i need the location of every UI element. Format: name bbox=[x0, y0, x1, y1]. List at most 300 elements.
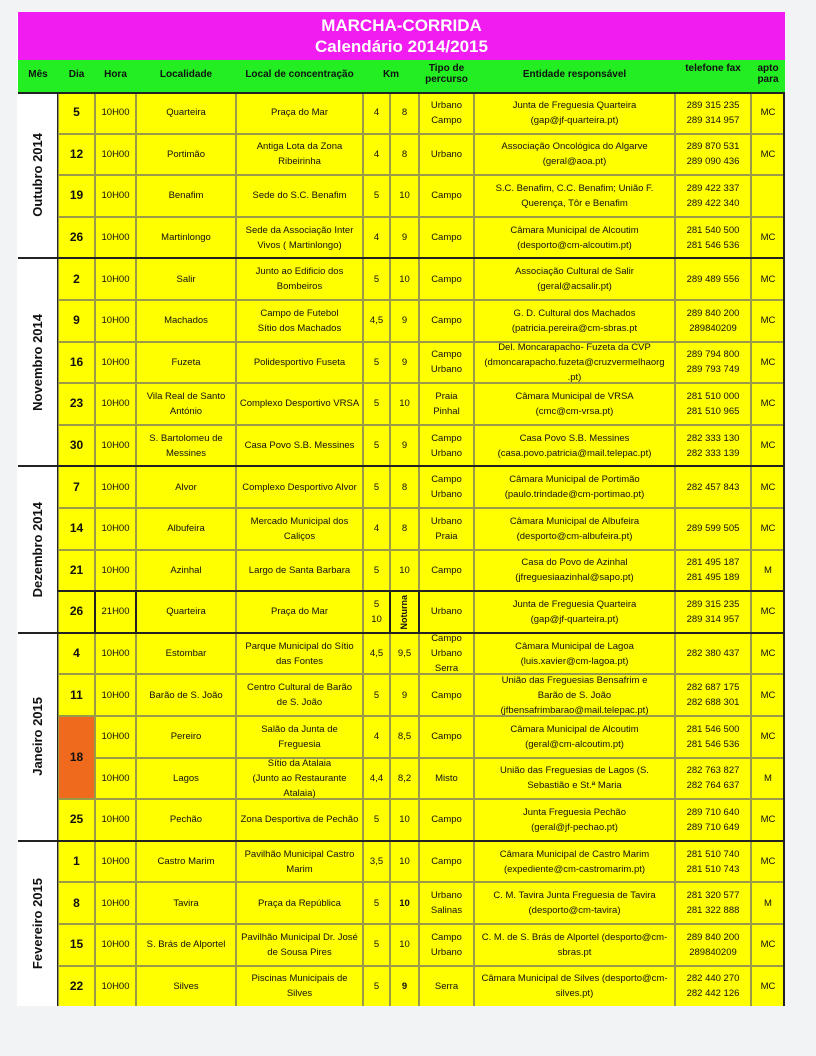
cell-line: (Junto ao Restaurante bbox=[252, 772, 347, 784]
cell-tel: 289 599 505 bbox=[675, 508, 751, 550]
cell-entidade bbox=[474, 258, 675, 300]
cell-km2 bbox=[390, 591, 419, 633]
cell-line: Parque Municipal do Sítio bbox=[245, 640, 354, 652]
cell-line: 289 794 800 bbox=[686, 349, 740, 361]
cell-km2: 8 bbox=[390, 508, 419, 550]
col-header-tipo: Tipo de percurso bbox=[425, 63, 468, 85]
cell-line: Bombeiros bbox=[276, 281, 323, 293]
cell-line: Associação Cultural de Salir bbox=[515, 266, 634, 278]
cell-line: (desporto@cm-alcoutim.pt) bbox=[517, 239, 632, 251]
cell-line: Câmara Municipal de VRSA bbox=[515, 390, 634, 402]
month-label bbox=[18, 92, 58, 258]
cell-line: 281 320 577 bbox=[686, 890, 740, 902]
cell-km1: 3,5 bbox=[363, 841, 390, 883]
cell-line: 281 540 500 bbox=[686, 224, 740, 236]
cell-line: 289 422 337 bbox=[686, 182, 740, 194]
cell-line: 289 315 235 bbox=[686, 99, 740, 111]
cell-tel: 282 457 843 bbox=[675, 466, 751, 508]
cell-apto: MC bbox=[751, 217, 785, 259]
cell-line: 289840209 bbox=[689, 322, 737, 334]
month-label bbox=[18, 841, 58, 1006]
cell-line: 282 333 130 bbox=[686, 432, 740, 444]
cell-line: 281 495 187 bbox=[686, 557, 740, 569]
cell-line: Campo bbox=[431, 931, 462, 943]
calendar-title bbox=[18, 12, 785, 60]
cell-line: António bbox=[169, 405, 203, 417]
cell-tel: 289 489 556 bbox=[675, 258, 751, 300]
cell-apto: M bbox=[751, 758, 785, 800]
cell-line: 282 764 637 bbox=[686, 780, 740, 792]
cell-line: Silves bbox=[286, 988, 313, 1000]
month-text: Janeiro 2015 bbox=[30, 697, 45, 777]
cell-hora: 10H00 bbox=[95, 550, 136, 592]
cell-line: Pavilhão Municipal Dr. José bbox=[241, 931, 358, 943]
cell-line: 289 422 340 bbox=[686, 197, 740, 209]
cell-line: de Sousa Pires bbox=[267, 946, 332, 958]
cell-tipo bbox=[419, 633, 474, 675]
cell-line: Junta de Freguesia Quarteira bbox=[512, 99, 637, 111]
cell-entidade bbox=[474, 799, 675, 841]
cell-line: (jfbensafrimbarao@mail.telepac.pt) bbox=[500, 704, 649, 716]
cell-localidade: Alvor bbox=[136, 466, 236, 508]
cell-line: S. Bartolomeu de bbox=[149, 432, 223, 444]
cell-apto: MC bbox=[751, 799, 785, 841]
cell-line: 289 840 200 bbox=[686, 931, 740, 943]
cell-localidade: Salir bbox=[136, 258, 236, 300]
cell-local bbox=[236, 508, 363, 550]
cell-tel bbox=[675, 758, 751, 800]
cell-line: Mercado Municipal dos bbox=[250, 515, 349, 527]
cell-local bbox=[236, 966, 363, 1006]
highlight-row-divider bbox=[418, 591, 420, 633]
cell-dia: 22 bbox=[58, 966, 95, 1006]
highlight-row-border bbox=[58, 632, 785, 634]
cell-line: Urbano bbox=[430, 890, 463, 902]
cell-km1: 5 bbox=[363, 175, 390, 217]
month-separator bbox=[18, 92, 785, 94]
cell-line: Associação Oncológica do Algarve bbox=[501, 141, 648, 153]
cell-apto: MC bbox=[751, 716, 785, 758]
cell-dia: 4 bbox=[58, 633, 95, 675]
cell-line: 281 510 000 bbox=[686, 390, 740, 402]
cell-line: C. M. de S. Brás de Alportel (desporto@cm- bbox=[481, 931, 668, 943]
cell-entidade bbox=[474, 300, 675, 342]
month-label bbox=[18, 258, 58, 466]
cell-line: 289 793 749 bbox=[686, 364, 740, 376]
cell-line: 5 bbox=[373, 598, 380, 610]
cell-line: .pt) bbox=[567, 371, 582, 383]
cell-local: Polidesportivo Fuseta bbox=[236, 342, 363, 384]
cell-apto: M bbox=[751, 882, 785, 924]
cell-line: 289840209 bbox=[689, 946, 737, 958]
cell-tel bbox=[675, 966, 751, 1006]
cell-hora: 21H00 bbox=[95, 591, 136, 633]
cell-apto: M bbox=[751, 550, 785, 592]
cell-local: Zona Desportiva de Pechão bbox=[236, 799, 363, 841]
cell-line: 282 442 126 bbox=[686, 988, 740, 1000]
cell-entidade bbox=[474, 217, 675, 259]
cell-tipo bbox=[419, 466, 474, 508]
cell-dia: 26 bbox=[58, 591, 95, 633]
cell-localidade: Azinhal bbox=[136, 550, 236, 592]
cell-line: Junta Freguesia Pechão bbox=[523, 806, 626, 818]
cell-local: Praça do Mar bbox=[236, 591, 363, 633]
col-header-mes: Mês bbox=[28, 69, 48, 80]
cell-line: 289 090 436 bbox=[686, 156, 740, 168]
cell-tel bbox=[675, 799, 751, 841]
cell-km2: 9 bbox=[390, 217, 419, 259]
month-label bbox=[18, 466, 58, 632]
col-header-entidade: Entidade responsável bbox=[522, 69, 627, 80]
cell-apto: MC bbox=[751, 300, 785, 342]
cell-hora: 10H00 bbox=[95, 217, 136, 259]
cell-dia: 2 bbox=[58, 258, 95, 300]
cell-local: Praça do Mar bbox=[236, 92, 363, 134]
col-header-hora: Hora bbox=[104, 69, 127, 80]
cell-localidade: Portimão bbox=[136, 134, 236, 176]
cell-line: 281 510 965 bbox=[686, 405, 740, 417]
cell-km2: 10 bbox=[390, 258, 419, 300]
cell-km1: 4 bbox=[363, 134, 390, 176]
cell-line: Ribeirinha bbox=[278, 156, 321, 168]
cell-line: Junta de Freguesia Quarteira bbox=[512, 598, 637, 610]
cell-dia: 12 bbox=[58, 134, 95, 176]
cell-line: Serra bbox=[434, 663, 459, 675]
cell-tipo: Campo bbox=[419, 674, 474, 716]
cell-hora: 10H00 bbox=[95, 966, 136, 1006]
cell-km2: 10 bbox=[390, 383, 419, 425]
cell-km1: 5 bbox=[363, 882, 390, 924]
cell-hora: 10H00 bbox=[95, 799, 136, 841]
cell-tel bbox=[675, 342, 751, 384]
cell-localidade bbox=[136, 425, 236, 467]
cell-local bbox=[236, 300, 363, 342]
cell-km1: 5 bbox=[363, 674, 390, 716]
cell-entidade bbox=[474, 134, 675, 176]
cell-line: Vivos ( Martinlongo) bbox=[257, 239, 342, 251]
month-text: Dezembro 2014 bbox=[30, 501, 45, 598]
cell-line: 289 840 200 bbox=[686, 307, 740, 319]
cell-dia: 26 bbox=[58, 217, 95, 259]
cell-entidade bbox=[474, 550, 675, 592]
cell-localidade: Estombar bbox=[136, 633, 236, 675]
cell-localidade: Martinlongo bbox=[136, 217, 236, 259]
cell-dia: 23 bbox=[58, 383, 95, 425]
cell-tipo: Misto bbox=[419, 758, 474, 800]
cell-km1: 4 bbox=[363, 217, 390, 259]
cell-apto: MC bbox=[751, 466, 785, 508]
cell-km2: 10 bbox=[390, 799, 419, 841]
cell-local bbox=[236, 924, 363, 966]
cell-line: Pinhal bbox=[433, 405, 460, 417]
cell-tel bbox=[675, 674, 751, 716]
month-separator bbox=[18, 465, 785, 467]
cell-dia: 1 bbox=[58, 841, 95, 883]
cell-line: Urbano bbox=[430, 946, 463, 958]
cell-tel bbox=[675, 217, 751, 259]
cell-line: 289 710 640 bbox=[686, 806, 740, 818]
cell-line: Câmara Municipal de Portimão bbox=[509, 474, 640, 486]
cell-tipo: Campo bbox=[419, 550, 474, 592]
cell-entidade bbox=[474, 92, 675, 134]
cell-dia: 21 bbox=[58, 550, 95, 592]
cell-local: Sede do S.C. Benafim bbox=[236, 175, 363, 217]
cell-line: 281 546 536 bbox=[686, 239, 740, 251]
cell-line: 282 440 270 bbox=[686, 973, 740, 985]
cell-entidade bbox=[474, 383, 675, 425]
cell-entidade bbox=[474, 175, 675, 217]
cell-line: (expediente@cm-castromarim.pt) bbox=[503, 863, 646, 875]
cell-apto: MC bbox=[751, 591, 785, 633]
cell-tipo bbox=[419, 508, 474, 550]
cell-km2: 9,5 bbox=[390, 633, 419, 675]
cell-localidade: Quarteira bbox=[136, 92, 236, 134]
cell-line: Messines bbox=[165, 447, 207, 459]
cell-km2: 9 bbox=[390, 674, 419, 716]
cell-km2: 10 bbox=[390, 550, 419, 592]
cell-local bbox=[236, 841, 363, 883]
cell-localidade: Pechão bbox=[136, 799, 236, 841]
cell-dia: 7 bbox=[58, 466, 95, 508]
cell-line: Centro Cultural de Barão bbox=[246, 682, 353, 694]
cell-apto: MC bbox=[751, 841, 785, 883]
cell-tel bbox=[675, 425, 751, 467]
cell-local: Largo de Santa Barbara bbox=[236, 550, 363, 592]
cell-tipo: Campo bbox=[419, 217, 474, 259]
cell-line: Sítio dos Machados bbox=[257, 322, 342, 334]
cell-hora: 10H00 bbox=[95, 924, 136, 966]
cell-local bbox=[236, 258, 363, 300]
cell-hora: 10H00 bbox=[95, 633, 136, 675]
highlight-row-border bbox=[58, 590, 785, 592]
col-header-dia: Dia bbox=[68, 69, 85, 80]
cell-tel: 282 380 437 bbox=[675, 633, 751, 675]
cell-line: 282 333 139 bbox=[686, 447, 740, 459]
cell-km1: 5 bbox=[363, 924, 390, 966]
cell-dia: 18 bbox=[58, 716, 95, 799]
cell-dia: 8 bbox=[58, 882, 95, 924]
cell-line: Sítio da Atalaia bbox=[267, 757, 332, 769]
highlight-row-divider bbox=[135, 591, 137, 633]
cell-km1: 4,5 bbox=[363, 300, 390, 342]
cell-line: (desporto@cm-albufeira.pt) bbox=[516, 530, 633, 542]
cell-line: das Fontes bbox=[276, 655, 323, 667]
cell-apto: MC bbox=[751, 134, 785, 176]
cell-tipo: Campo bbox=[419, 258, 474, 300]
cell-entidade bbox=[474, 966, 675, 1006]
cell-local: Praça da República bbox=[236, 882, 363, 924]
cell-tel bbox=[675, 882, 751, 924]
cell-km2: 8,2 bbox=[390, 758, 419, 800]
cell-km2: 10 bbox=[390, 882, 419, 924]
cell-line: 289 314 957 bbox=[686, 114, 740, 126]
cell-line: Atalaia) bbox=[283, 787, 316, 799]
cell-tel bbox=[675, 383, 751, 425]
cell-tipo: Campo bbox=[419, 300, 474, 342]
col-header-km: Km bbox=[382, 69, 400, 80]
cell-localidade: Quarteira bbox=[136, 591, 236, 633]
table-right-border bbox=[783, 92, 785, 1006]
cell-line: (gap@jf-quarteira.pt) bbox=[530, 613, 619, 625]
noturna-label: Noturna bbox=[399, 594, 409, 630]
cell-line: Caliços bbox=[283, 530, 316, 542]
cell-entidade bbox=[474, 508, 675, 550]
cell-dia: 25 bbox=[58, 799, 95, 841]
cell-localidade: Pereiro bbox=[136, 716, 236, 758]
month-separator bbox=[18, 840, 785, 842]
cell-km2: 9 bbox=[390, 342, 419, 384]
cell-dia: 19 bbox=[58, 175, 95, 217]
cell-km1: 5 bbox=[363, 425, 390, 467]
cell-tel bbox=[675, 841, 751, 883]
cell-km2: 9 bbox=[390, 425, 419, 467]
cell-line: (gap@jf-quarteira.pt) bbox=[530, 114, 619, 126]
cell-line: (geral@jf-pechao.pt) bbox=[531, 821, 618, 833]
cell-line: 282 687 175 bbox=[686, 682, 740, 694]
cell-apto: MC bbox=[751, 508, 785, 550]
cell-line: Del. Moncarapacho- Fuzeta da CVP bbox=[498, 341, 651, 353]
cell-hora: 10H00 bbox=[95, 175, 136, 217]
cell-km2: 9 bbox=[390, 966, 419, 1006]
cell-line: 282 688 301 bbox=[686, 697, 740, 709]
cell-line: 289 870 531 bbox=[686, 141, 740, 153]
cell-tel bbox=[675, 175, 751, 217]
cell-line: Urbano bbox=[430, 489, 463, 501]
cell-local bbox=[236, 758, 363, 800]
cell-km1: 5 bbox=[363, 966, 390, 1006]
cell-line: Campo bbox=[431, 474, 462, 486]
cell-km2: 10 bbox=[390, 924, 419, 966]
cell-entidade bbox=[474, 425, 675, 467]
cell-localidade: Silves bbox=[136, 966, 236, 1006]
cell-hora: 10H00 bbox=[95, 841, 136, 883]
cell-localidade: Barão de S. João bbox=[136, 674, 236, 716]
cell-km2: 8 bbox=[390, 92, 419, 134]
highlight-row-divider bbox=[389, 591, 391, 633]
cell-dia: 5 bbox=[58, 92, 95, 134]
cell-line: S.C. Benafim, C.C. Benafim; União F. bbox=[495, 182, 654, 194]
cell-apto: MC bbox=[751, 383, 785, 425]
cell-tipo bbox=[419, 924, 474, 966]
cell-dia: 16 bbox=[58, 342, 95, 384]
cell-hora: 10H00 bbox=[95, 425, 136, 467]
cell-line: Sebastião e St.ª Maria bbox=[527, 780, 622, 792]
cell-line: (luis.xavier@cm-lagoa.pt) bbox=[520, 655, 629, 667]
cell-km1: 5 bbox=[363, 258, 390, 300]
cell-line: Freguesia bbox=[278, 738, 321, 750]
col-header-localidade: Localidade bbox=[159, 69, 213, 80]
cell-tipo bbox=[419, 425, 474, 467]
cell-line: União das Freguesias de Lagos (S. bbox=[500, 765, 649, 777]
cell-line: 282 763 827 bbox=[686, 765, 740, 777]
cell-km2: 8 bbox=[390, 134, 419, 176]
cell-line: Casa Povo S.B. Messines bbox=[519, 432, 630, 444]
cell-line: Campo bbox=[431, 432, 462, 444]
cell-line: Querença, Tôr e Benafim bbox=[521, 197, 628, 209]
cell-hora: 10H00 bbox=[95, 674, 136, 716]
cell-line: Urbano bbox=[430, 364, 463, 376]
cell-line: Câmara Municipal de Albufeira bbox=[509, 515, 640, 527]
month-label bbox=[18, 633, 58, 841]
cell-line: Urbano bbox=[430, 447, 463, 459]
cell-apto: MC bbox=[751, 258, 785, 300]
cell-km1: 4,4 bbox=[363, 758, 390, 800]
cell-line: Antiga Lota da Zona bbox=[256, 141, 343, 153]
cell-tipo bbox=[419, 882, 474, 924]
cell-km1: 5 bbox=[363, 799, 390, 841]
cell-line: 281 322 888 bbox=[686, 905, 740, 917]
cell-hora: 10H00 bbox=[95, 383, 136, 425]
cell-line: 281 495 189 bbox=[686, 572, 740, 584]
cell-line: Câmara Municipal de Lagoa bbox=[515, 640, 634, 652]
cell-line: G. D. Cultural dos Machados bbox=[513, 307, 636, 319]
cell-line: Campo bbox=[431, 114, 462, 126]
cell-tel bbox=[675, 92, 751, 134]
cell-line: Piscinas Municipais de bbox=[251, 973, 348, 985]
cell-km1: 5 bbox=[363, 342, 390, 384]
cell-line: Casa do Povo de Azinhal bbox=[521, 557, 628, 569]
cell-apto: MC bbox=[751, 425, 785, 467]
cell-line: (patricia.pereira@cm-sbras.pt bbox=[511, 322, 638, 334]
cell-line: Marim bbox=[286, 863, 313, 875]
cell-line: sbras.pt bbox=[557, 946, 592, 958]
cell-localidade: Lagos bbox=[136, 758, 236, 800]
cell-apto: MC bbox=[751, 92, 785, 134]
cell-line: Junto ao Edificio dos bbox=[255, 266, 344, 278]
cell-line: Pavilhão Municipal Castro bbox=[244, 848, 355, 860]
cell-local: Casa Povo S.B. Messines bbox=[236, 425, 363, 467]
cell-line: Urbano bbox=[430, 515, 463, 527]
cell-line: Campo bbox=[431, 633, 462, 645]
cell-km1: 4 bbox=[363, 92, 390, 134]
cell-tipo: Campo bbox=[419, 175, 474, 217]
cell-tipo bbox=[419, 92, 474, 134]
cell-tel bbox=[675, 591, 751, 633]
cell-apto bbox=[751, 175, 785, 217]
cell-line: Salão da Junta de bbox=[261, 723, 338, 735]
month-text: Fevereiro 2015 bbox=[30, 878, 45, 970]
cell-line: silves.pt) bbox=[555, 988, 594, 1000]
cell-line: (geral@acsalir.pt) bbox=[537, 281, 612, 293]
cell-entidade bbox=[474, 591, 675, 633]
cell-line: (cmc@cm-vrsa.pt) bbox=[535, 405, 614, 417]
cell-line: 281 546 536 bbox=[686, 738, 740, 750]
cell-entidade bbox=[474, 466, 675, 508]
cell-line: 289 315 235 bbox=[686, 598, 740, 610]
cell-hora: 10H00 bbox=[95, 758, 136, 800]
cell-localidade bbox=[136, 383, 236, 425]
cell-tel bbox=[675, 716, 751, 758]
cell-line: Praia bbox=[435, 530, 458, 542]
cell-apto: MC bbox=[751, 342, 785, 384]
cell-line: C. M. Tavira Junta Freguesia de Tavira bbox=[493, 890, 656, 902]
cell-apto: MC bbox=[751, 674, 785, 716]
cell-entidade bbox=[474, 342, 675, 384]
col-header-telefone: telefone fax bbox=[685, 63, 741, 74]
cell-line: (jfreguesiaazinhal@sapo.pt) bbox=[515, 572, 634, 584]
cell-km2: 10 bbox=[390, 175, 419, 217]
cell-entidade bbox=[474, 758, 675, 800]
cell-line: Câmara Municipal de Castro Marim bbox=[499, 848, 650, 860]
cell-local bbox=[236, 716, 363, 758]
cell-km1: 4 bbox=[363, 508, 390, 550]
cell-line: 289 314 957 bbox=[686, 613, 740, 625]
cell-hora: 10H00 bbox=[95, 258, 136, 300]
cell-dia: 11 bbox=[58, 674, 95, 716]
col-header-local: Local de concentração bbox=[245, 69, 354, 80]
cell-entidade bbox=[474, 716, 675, 758]
cell-line: Vila Real de Santo bbox=[146, 390, 226, 402]
